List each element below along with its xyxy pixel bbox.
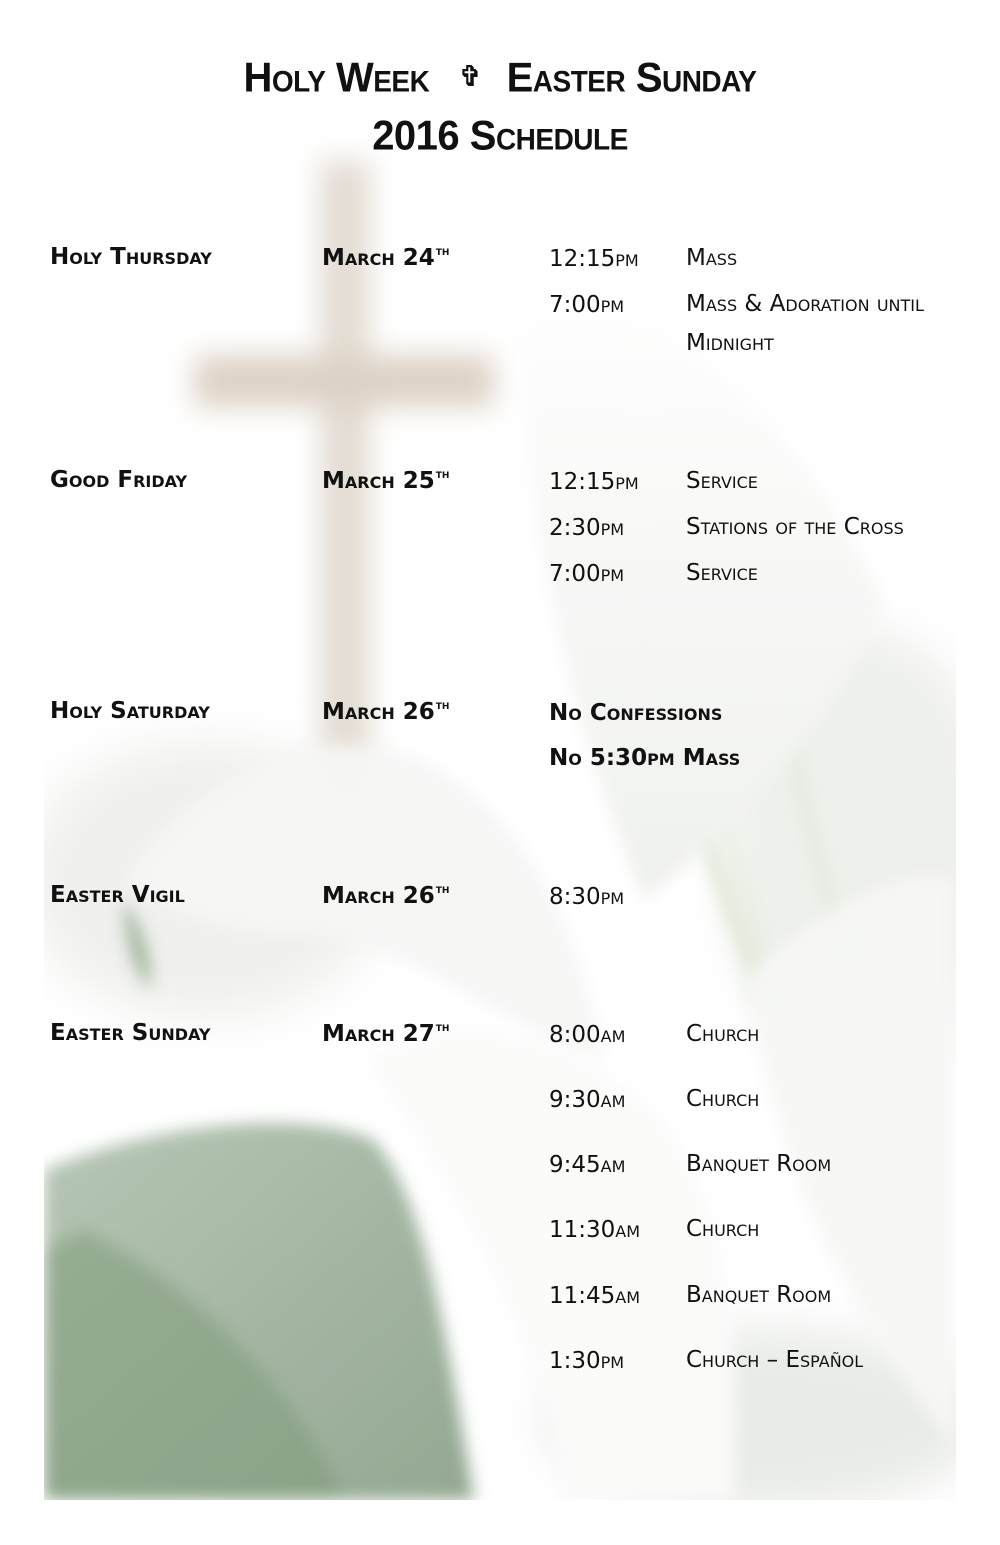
time-slot: 7:00pm — [549, 292, 625, 318]
time-slot: 12:15pm — [549, 246, 639, 272]
time-slot: 7:00pm — [549, 561, 625, 587]
event-name: Stations of the Cross — [686, 514, 904, 540]
event-name: Banquet Room — [686, 1282, 832, 1308]
date-text: March 26 — [322, 883, 435, 909]
day-holy-thursday: Holy Thursday — [50, 244, 212, 270]
time-slot: 1:30pm — [549, 1348, 625, 1374]
date-text: March 27 — [322, 1021, 435, 1047]
date-suffix: th — [435, 698, 450, 713]
time-slot: 12:15pm — [549, 469, 639, 495]
date-holy-saturday — [322, 698, 449, 725]
date-suffix: th — [435, 244, 450, 259]
event-name: Service — [686, 560, 758, 586]
time-slot: 8:00am — [549, 1022, 626, 1048]
time-slot: 9:30am — [549, 1087, 626, 1113]
day-easter-vigil: Easter Vigil — [50, 882, 185, 908]
page-subtitle: 2016 Schedule — [372, 112, 628, 160]
day-holy-saturday: Holy Saturday — [50, 698, 210, 724]
event-name: Church — [686, 1086, 760, 1112]
time-slot: 9:45am — [549, 1152, 626, 1178]
event-name: Church – Español — [686, 1347, 864, 1373]
day-good-friday: Good Friday — [50, 467, 188, 493]
date-text: March 24 — [322, 245, 435, 271]
event-name: Mass & Adoration until Midnight — [686, 291, 924, 356]
date-suffix: th — [435, 882, 450, 897]
date-easter-vigil — [322, 882, 449, 909]
title-easter-sunday: Easter Sunday — [506, 54, 757, 102]
day-easter-sunday: Easter Sunday — [50, 1020, 211, 1046]
event-name: Mass — [686, 245, 738, 271]
date-good-friday — [322, 467, 449, 494]
time-slot: 8:30pm — [549, 884, 625, 910]
time-slot: 2:30pm — [549, 515, 625, 541]
time-slot: 11:45am — [549, 1283, 641, 1309]
page-title — [0, 55, 1000, 102]
date-easter-sunday — [322, 1020, 449, 1047]
date-text: March 26 — [322, 699, 435, 725]
lily-cross-illustration — [44, 0, 956, 1500]
date-holy-thursday — [322, 244, 449, 271]
notice-no-mass: No 5:30pm Mass — [549, 745, 741, 771]
time-slot: 11:30am — [549, 1217, 641, 1243]
title-holy-week: Holy Week — [243, 54, 430, 102]
event-name: Church — [686, 1216, 760, 1242]
background-photo — [44, 0, 956, 1500]
date-text: March 25 — [322, 468, 435, 494]
date-suffix: th — [435, 1020, 450, 1035]
event-name: Banquet Room — [686, 1151, 832, 1177]
latin-cross-icon: ✞ — [459, 60, 481, 92]
event-name: Church — [686, 1021, 760, 1047]
notice-no-confessions: No Confessions — [549, 700, 723, 726]
event-name: Service — [686, 468, 758, 494]
date-suffix: th — [435, 467, 450, 482]
